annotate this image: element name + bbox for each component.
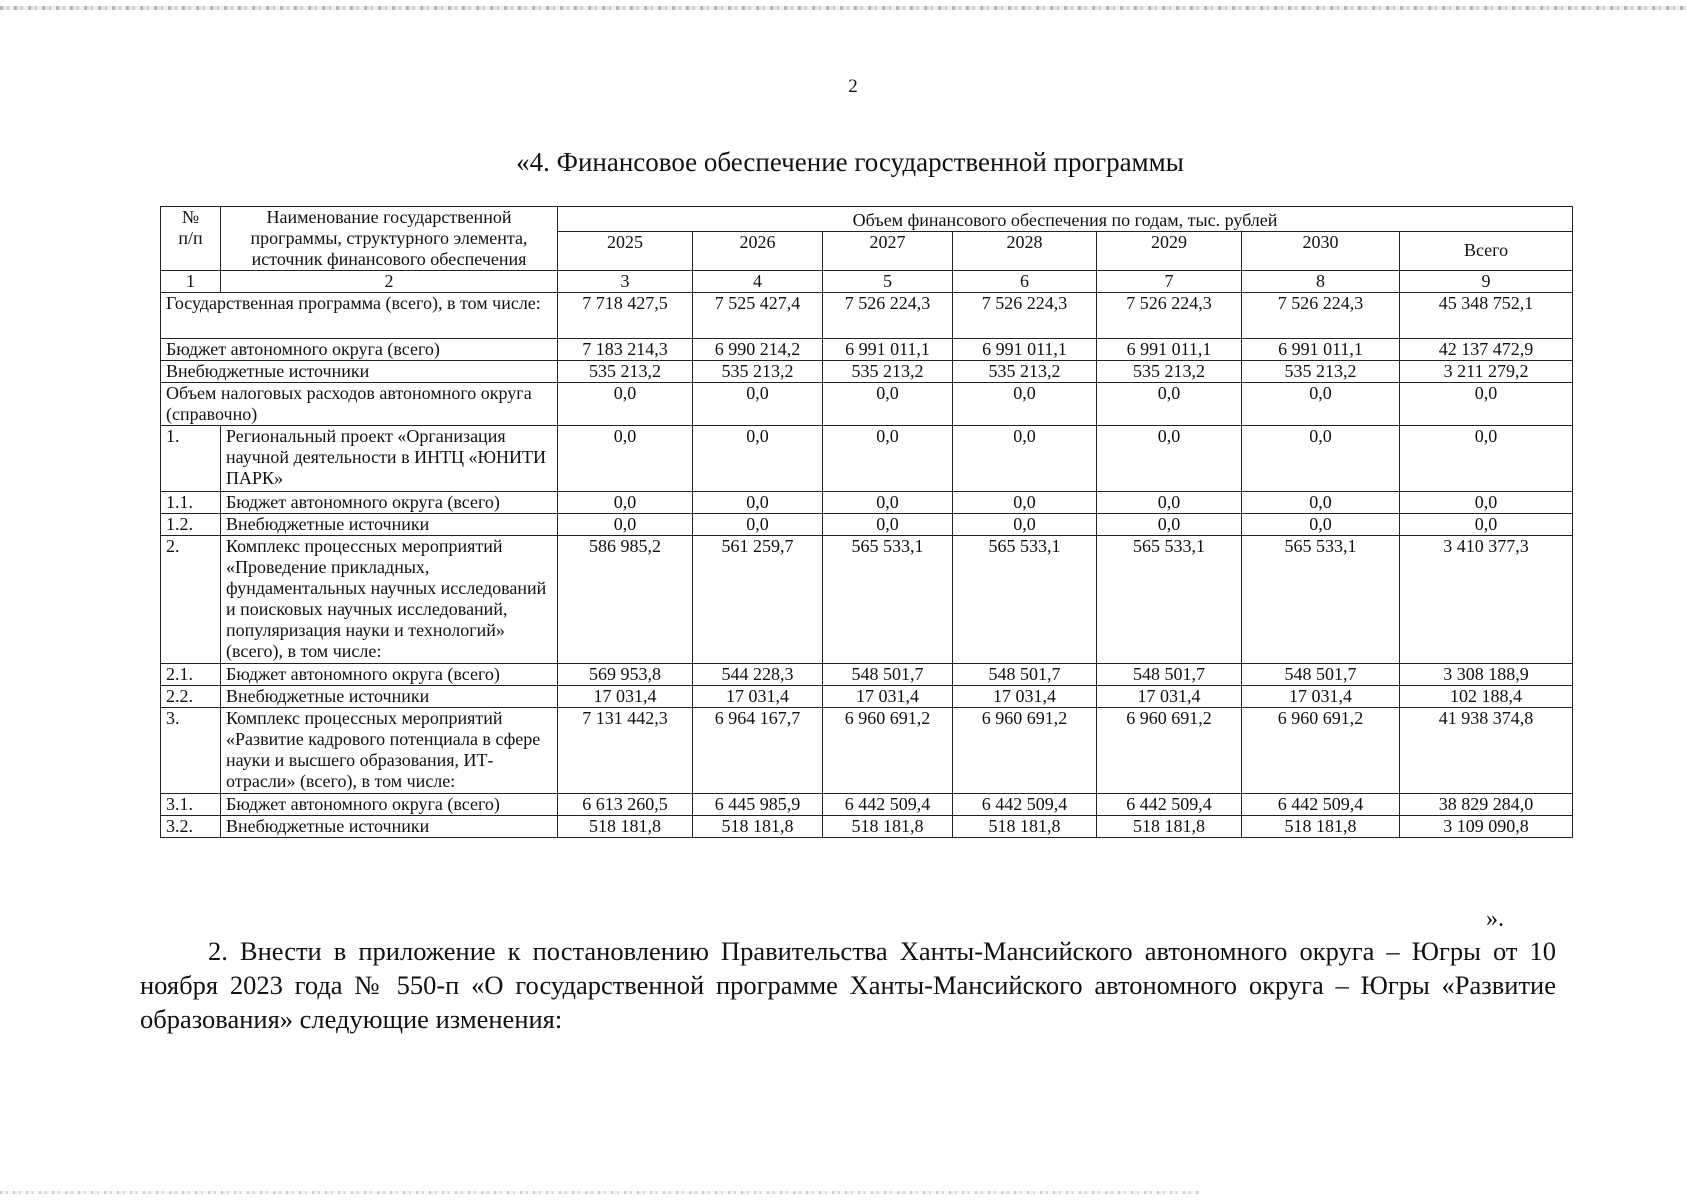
- row-year-value: 6 613 260,5: [558, 794, 693, 816]
- row-year-value: 518 181,8: [1242, 816, 1400, 838]
- row-year-value: 6 991 011,1: [1097, 339, 1242, 361]
- row-year-value: 0,0: [558, 514, 693, 536]
- row-number: 3.: [161, 708, 221, 794]
- row-year-value: 548 501,7: [953, 664, 1097, 686]
- row-total-value: 38 829 284,0: [1400, 794, 1573, 816]
- column-index: 4: [693, 271, 823, 293]
- row-year-value: 0,0: [1097, 426, 1242, 492]
- row-year-value: 7 526 224,3: [1097, 293, 1242, 339]
- row-year-value: 0,0: [823, 492, 953, 514]
- row-total-value: 0,0: [1400, 383, 1573, 426]
- row-year-value: 0,0: [953, 426, 1097, 492]
- row-name: Государственная программа (всего), в том числе:: [161, 293, 558, 339]
- financing-table: [160, 206, 1573, 838]
- row-year-value: 0,0: [1097, 514, 1242, 536]
- row-name: Бюджет автономного округа (всего): [221, 794, 558, 816]
- row-number: 2.1.: [161, 664, 221, 686]
- row-year-value: 535 213,2: [823, 361, 953, 383]
- row-year-value: 6 960 691,2: [1097, 708, 1242, 794]
- row-year-value: 17 031,4: [953, 686, 1097, 708]
- row-total-value: 3 410 377,3: [1400, 536, 1573, 664]
- row-name: Комплекс процессных мероприятий «Развитие кадрового потенциала в сфере науки и высшего образования, ИТ-отрасли» (всего), в том числе:: [221, 708, 558, 794]
- row-year-value: 0,0: [1242, 426, 1400, 492]
- row-year-value: 17 031,4: [558, 686, 693, 708]
- row-total-value: 0,0: [1400, 492, 1573, 514]
- row-year-value: 6 960 691,2: [953, 708, 1097, 794]
- table-row: [161, 664, 1573, 686]
- row-year-value: 586 985,2: [558, 536, 693, 664]
- scan-edge-top: [0, 6, 1686, 10]
- row-year-value: 0,0: [1097, 383, 1242, 426]
- row-number: 1.1.: [161, 492, 221, 514]
- row-year-value: 535 213,2: [693, 361, 823, 383]
- row-number: 3.2.: [161, 816, 221, 838]
- row-year-value: 0,0: [823, 514, 953, 536]
- column-index: 8: [1242, 271, 1400, 293]
- column-index-row: [161, 271, 1573, 293]
- row-year-value: 518 181,8: [953, 816, 1097, 838]
- row-year-value: 6 442 509,4: [1242, 794, 1400, 816]
- row-year-value: 6 964 167,7: [693, 708, 823, 794]
- row-name: Бюджет автономного округа (всего): [161, 339, 558, 361]
- row-year-value: 535 213,2: [1097, 361, 1242, 383]
- page-number: 2: [848, 76, 858, 97]
- row-name: Внебюджетные источники: [221, 816, 558, 838]
- table-row: [161, 492, 1573, 514]
- row-total-value: 0,0: [1400, 514, 1573, 536]
- row-year-value: 0,0: [558, 426, 693, 492]
- body-paragraph: 2. Внести в приложение к постановлению Правительства Ханты-Мансийского автономного округа – Югры от 10 ноября 2023 года № 550-п «О государственной программе Ханты-Мансийского автономного округа – Югры «Развитие образования» следующие изменения:: [140, 936, 1556, 1034]
- table-row: [161, 816, 1573, 838]
- header-name: Наименование государственной программы, структурного элемента, источник финансового обеспечения: [221, 207, 558, 271]
- row-number: 1.: [161, 426, 221, 492]
- row-name: Бюджет автономного округа (всего): [221, 664, 558, 686]
- row-year-value: 6 960 691,2: [1242, 708, 1400, 794]
- closing-quote: ».: [1486, 906, 1504, 932]
- row-year-value: 0,0: [953, 514, 1097, 536]
- row-total-value: 102 188,4: [1400, 686, 1573, 708]
- row-total-value: 3 308 188,9: [1400, 664, 1573, 686]
- table-row: [161, 426, 1573, 492]
- row-year-value: 0,0: [693, 492, 823, 514]
- scan-edge-bottom: [0, 1191, 1200, 1194]
- row-year-value: 7 526 224,3: [823, 293, 953, 339]
- row-year-value: 565 533,1: [1242, 536, 1400, 664]
- header-num: № п/п: [161, 207, 221, 271]
- row-year-value: 7 526 224,3: [1242, 293, 1400, 339]
- row-year-value: 548 501,7: [823, 664, 953, 686]
- column-index: 7: [1097, 271, 1242, 293]
- row-year-value: 17 031,4: [1242, 686, 1400, 708]
- column-index: 6: [953, 271, 1097, 293]
- table-row: [161, 514, 1573, 536]
- row-year-value: 518 181,8: [1097, 816, 1242, 838]
- row-year-value: 535 213,2: [953, 361, 1097, 383]
- header-year: 2029: [1097, 231, 1242, 270]
- row-year-value: 6 991 011,1: [823, 339, 953, 361]
- row-year-value: 565 533,1: [823, 536, 953, 664]
- row-year-value: 7 526 224,3: [953, 293, 1097, 339]
- row-number: 3.1.: [161, 794, 221, 816]
- section-title: «4. Финансовое обеспечение государственной программы: [516, 147, 1184, 177]
- row-year-value: 0,0: [693, 514, 823, 536]
- row-year-value: 0,0: [823, 383, 953, 426]
- row-year-value: 7 525 427,4: [693, 293, 823, 339]
- row-year-value: 561 259,7: [693, 536, 823, 664]
- row-year-value: 6 960 691,2: [823, 708, 953, 794]
- header-total: Всего: [1400, 231, 1573, 270]
- row-year-value: 544 228,3: [693, 664, 823, 686]
- table-row: [161, 536, 1573, 664]
- row-name: Внебюджетные источники: [221, 686, 558, 708]
- row-year-value: 7 718 427,5: [558, 293, 693, 339]
- row-name: Объем налоговых расходов автономного округа (справочно): [161, 383, 558, 426]
- row-total-value: 3 109 090,8: [1400, 816, 1573, 838]
- table-row: [161, 293, 1573, 339]
- header-year: 2026: [693, 231, 823, 270]
- column-index: 1: [161, 271, 221, 293]
- row-number: 2.: [161, 536, 221, 664]
- row-year-value: 0,0: [693, 426, 823, 492]
- row-year-value: 0,0: [953, 492, 1097, 514]
- row-year-value: 6 991 011,1: [953, 339, 1097, 361]
- row-year-value: 6 442 509,4: [953, 794, 1097, 816]
- row-year-value: 518 181,8: [693, 816, 823, 838]
- header-year: 2028: [953, 231, 1097, 270]
- row-year-value: 7 183 214,3: [558, 339, 693, 361]
- row-year-value: 535 213,2: [1242, 361, 1400, 383]
- row-name: Комплекс процессных мероприятий «Проведение прикладных, фундаментальных научных исследований и поисковых научных исследований, популяризация науки и технологий» (всего), в том числе:: [221, 536, 558, 664]
- row-name: Внебюджетные источники: [161, 361, 558, 383]
- column-index: 9: [1400, 271, 1573, 293]
- row-number: 1.2.: [161, 514, 221, 536]
- row-year-value: 17 031,4: [823, 686, 953, 708]
- table-row: [161, 361, 1573, 383]
- row-total-value: 42 137 472,9: [1400, 339, 1573, 361]
- row-year-value: 0,0: [558, 492, 693, 514]
- row-total-value: 0,0: [1400, 426, 1573, 492]
- row-year-value: 0,0: [953, 383, 1097, 426]
- row-year-value: 17 031,4: [693, 686, 823, 708]
- row-total-value: 45 348 752,1: [1400, 293, 1573, 339]
- table-row: [161, 708, 1573, 794]
- row-total-value: 3 211 279,2: [1400, 361, 1573, 383]
- row-year-value: 6 991 011,1: [1242, 339, 1400, 361]
- header-year: 2027: [823, 231, 953, 270]
- row-year-value: 518 181,8: [558, 816, 693, 838]
- row-year-value: 518 181,8: [823, 816, 953, 838]
- table-row: [161, 686, 1573, 708]
- table-row: [161, 339, 1573, 361]
- row-name: Бюджет автономного округа (всего): [221, 492, 558, 514]
- row-year-value: 0,0: [558, 383, 693, 426]
- row-year-value: 565 533,1: [1097, 536, 1242, 664]
- header-year: 2030: [1242, 231, 1400, 270]
- column-index: 5: [823, 271, 953, 293]
- row-year-value: 0,0: [1097, 492, 1242, 514]
- row-year-value: 0,0: [823, 426, 953, 492]
- row-year-value: 548 501,7: [1097, 664, 1242, 686]
- row-name: Региональный проект «Организация научной деятельности в ИНТЦ «ЮНИТИ ПАРК»: [221, 426, 558, 492]
- row-year-value: 0,0: [1242, 514, 1400, 536]
- row-year-value: 6 442 509,4: [823, 794, 953, 816]
- row-year-value: 0,0: [693, 383, 823, 426]
- row-year-value: 0,0: [1242, 492, 1400, 514]
- row-year-value: 548 501,7: [1242, 664, 1400, 686]
- row-number: 2.2.: [161, 686, 221, 708]
- row-year-value: 6 442 509,4: [1097, 794, 1242, 816]
- column-index: 2: [221, 271, 558, 293]
- row-year-value: 565 533,1: [953, 536, 1097, 664]
- row-year-value: 569 953,8: [558, 664, 693, 686]
- row-year-value: 6 990 214,2: [693, 339, 823, 361]
- header-group: Объем финансового обеспечения по годам, тыс. рублей: [558, 207, 1573, 232]
- row-total-value: 41 938 374,8: [1400, 708, 1573, 794]
- column-index: 3: [558, 271, 693, 293]
- row-year-value: 17 031,4: [1097, 686, 1242, 708]
- row-year-value: 7 131 442,3: [558, 708, 693, 794]
- row-year-value: 0,0: [1242, 383, 1400, 426]
- row-name: Внебюджетные источники: [221, 514, 558, 536]
- table-row: [161, 794, 1573, 816]
- header-year: 2025: [558, 231, 693, 270]
- table-row: [161, 383, 1573, 426]
- row-year-value: 6 445 985,9: [693, 794, 823, 816]
- row-year-value: 535 213,2: [558, 361, 693, 383]
